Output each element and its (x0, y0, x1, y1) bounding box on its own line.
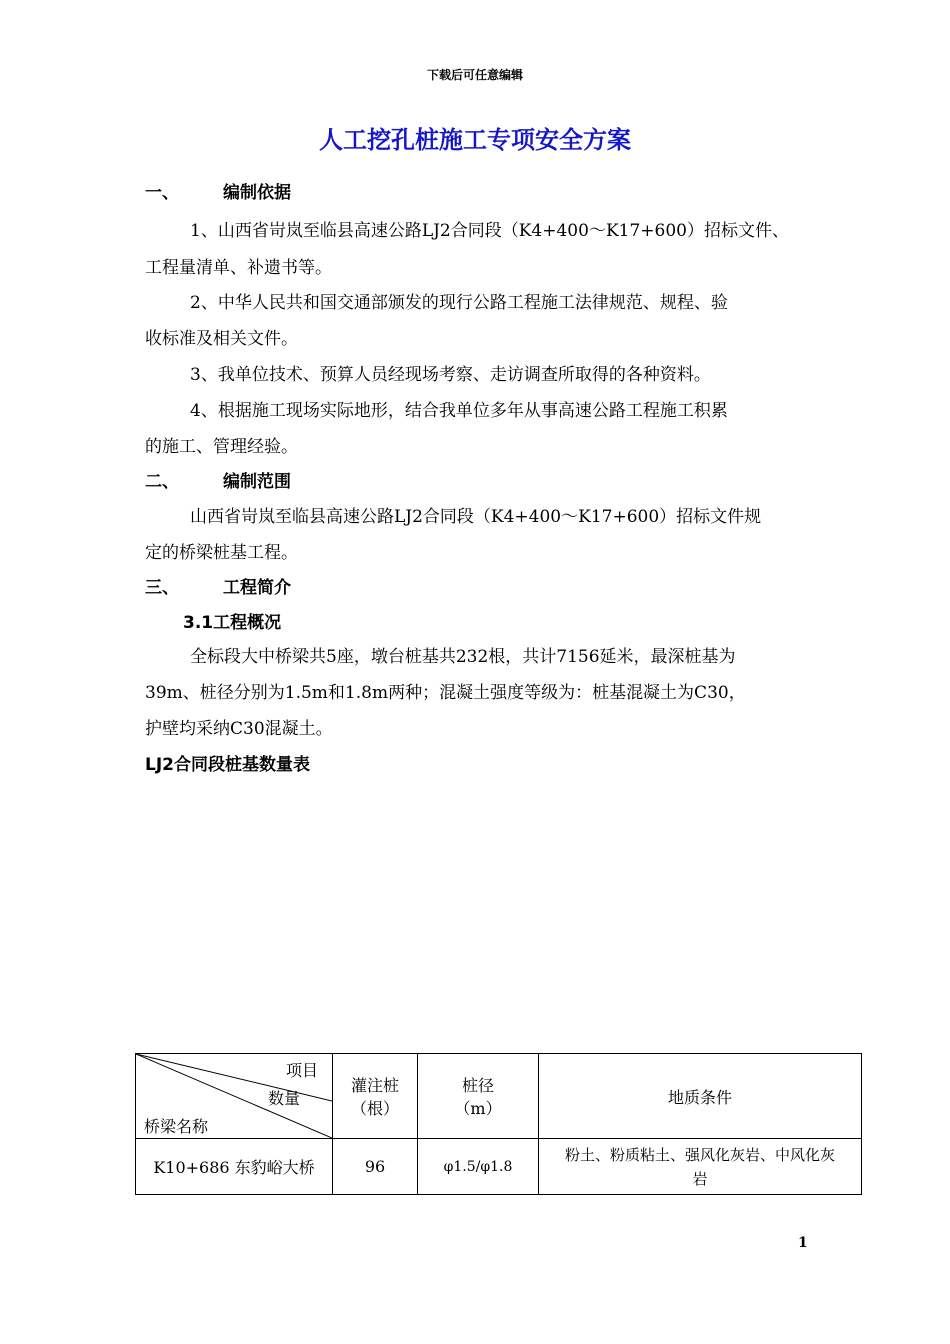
header-watermark: 下载后可任意编辑 (426, 68, 523, 82)
section-number: 三、 (145, 578, 179, 598)
section-number: 二、 (145, 472, 179, 492)
paragraph-line: 的施工、管理经验。 (145, 437, 298, 457)
header-text: （m） (454, 1099, 502, 1118)
header-item-label: 项目 (285, 1061, 318, 1080)
header-text: 灌注桩 (350, 1076, 399, 1095)
subsection-heading: 3.1工程概况 (183, 613, 282, 633)
header-geology: 地质条件 (539, 1054, 862, 1139)
section-number: 一、 (145, 183, 179, 203)
header-pile-count (333, 1054, 418, 1139)
paragraph-line: 全标段大中桥梁共5座，墩台桩基共232根，共计7156延米，最深桩基为 (190, 647, 736, 667)
header-text: （根） (350, 1099, 399, 1118)
paragraph-line: 护壁均采纳C30混凝土。 (145, 719, 333, 739)
section-title: 编制依据 (223, 183, 291, 203)
paragraph-line: 2、中华人民共和国交通部颁发的现行公路工程施工法律规范、规程、验 (190, 293, 728, 313)
paragraph-line: 工程量清单、补遗书等。 (145, 258, 332, 278)
header-pile-diameter (418, 1054, 539, 1139)
section-heading-2 (145, 467, 291, 492)
paragraph-line: 1、山西省岢岚至临县高速公路LJ2合同段（K4+400～K17+600）招标文件、 (190, 221, 789, 241)
page-number: 1 (798, 1235, 808, 1251)
header-text: 桩径 (461, 1076, 494, 1095)
cell-pile-diameter: φ1.5/φ1.8 (418, 1139, 539, 1195)
paragraph-line: 收标准及相关文件。 (145, 329, 298, 349)
section-title: 编制范围 (223, 472, 291, 492)
cell-pile-count: 96 (333, 1139, 418, 1195)
section-title: 工程简介 (223, 578, 291, 598)
paragraph-line: 定的桥梁桩基工程。 (145, 543, 298, 563)
section-heading-3 (145, 573, 291, 598)
diagonal-header-cell (136, 1054, 333, 1139)
paragraph-line: 3、我单位技术、预算人员经现场考察、走访调查所取得的各种资料。 (190, 365, 711, 385)
table-header-row (136, 1054, 862, 1139)
section-heading-1 (145, 178, 291, 203)
header-quantity-label: 数量 (267, 1089, 300, 1108)
table-row (136, 1139, 862, 1195)
paragraph-line: 39m、桩径分别为1.5m和1.8m两种；混凝土强度等级为：桩基混凝土为C30， (145, 683, 746, 703)
pile-quantity-table (135, 1053, 862, 1195)
cell-bridge-name: K10+686 东豹峪大桥 (136, 1139, 333, 1195)
paragraph-line: 4、根据施工现场实际地形，结合我单位多年从事高速公路工程施工积累 (190, 401, 728, 421)
paragraph-line: 山西省岢岚至临县高速公路LJ2合同段（K4+400～K17+600）招标文件规 (190, 507, 762, 527)
cell-geology (539, 1139, 862, 1195)
header-bridge-name-label: 桥梁名称 (144, 1117, 209, 1136)
document-title: 人工挖孔桩施工专项安全方案 (319, 126, 631, 154)
geology-text: 岩 (692, 1169, 708, 1188)
geology-text: 粉土、粉质粘土、强风化灰岩、中风化灰 (564, 1145, 835, 1164)
table-caption: LJ2合同段桩基数量表 (145, 755, 310, 775)
